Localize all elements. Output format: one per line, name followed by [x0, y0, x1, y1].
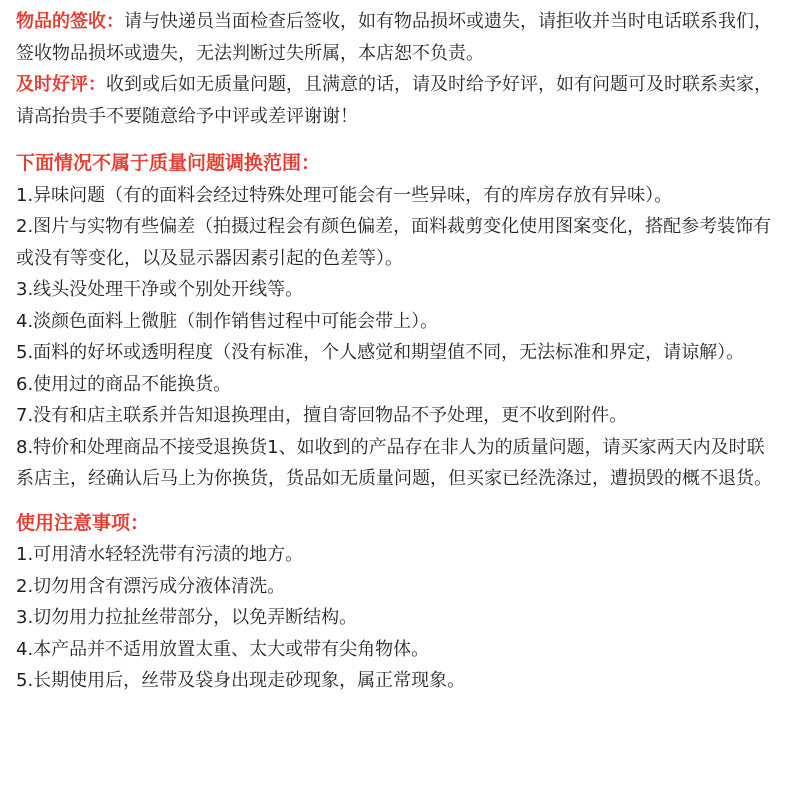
- exchange-exclusions-section: [16, 148, 776, 495]
- usage-list: [16, 539, 776, 697]
- list-item: 1.可用清水轻轻洗带有污渍的地方。: [16, 544, 304, 565]
- list-item: 6.使用过的商品不能换货。: [16, 373, 232, 395]
- list-item: 4.淡颜色面料上微脏（制作销售过程中可能会带上）。: [16, 310, 439, 332]
- review-text: 收到或后如无质量问题，且满意的话，请及时给予好评，如有问题可及时联系卖家，请高抬贵手不要随意给予中评或差评谢谢！: [16, 74, 772, 127]
- list-item: 3.线头没处理干净或个别处开线等。: [16, 279, 304, 300]
- list-item: 4.本产品并不适用放置太重、太大或带有尖角物体。: [16, 638, 430, 660]
- sign-paragraph: [16, 6, 776, 69]
- usage-heading: 使用注意事项：: [16, 511, 150, 534]
- list-item: 5.长期使用后，丝带及袋身出现走砂现象，属正常现象。: [16, 670, 466, 691]
- review-label: 及时好评：: [16, 74, 106, 95]
- exchange-list: [16, 180, 776, 495]
- receipt-notice-section: [16, 6, 776, 132]
- list-item: 7.没有和店主联系并告知退换理由，擅自寄回物品不予处理，更不收到附件。: [16, 405, 628, 426]
- sign-text: 请与快递员当面检查后签收，如有物品损坏或遗失，请拒收并当时电话联系我们，签收物品损坏或遗失，无法判断过失所属，本店恕不负责。: [16, 11, 772, 64]
- review-paragraph: [16, 69, 776, 132]
- list-item: 8.特价和处理商品不接受退换货1、如收到的产品存在非人为的质量问题，请买家两天内及时联系店主，经确认后马上为你换货，货品如无质量问题，但买家已经洗涤过，遭损毁的概不退货。: [16, 436, 772, 489]
- exchange-heading: 下面情况不属于质量问题调换范围：: [16, 152, 321, 174]
- list-item: 3.切勿用力拉扯丝带部分，以免弄断结构。: [16, 607, 358, 628]
- list-item: 2.图片与实物有些偏差（拍摄过程会有颜色偏差，面料裁剪变化使用图案变化，搭配参考装饰有或没有等变化，以及显示器因素引起的色差等）。: [16, 216, 772, 269]
- usage-notes-section: [16, 508, 776, 697]
- list-item: 5.面料的好坏或透明程度（没有标准，个人感觉和期望值不同，无法标准和界定，请谅解）。: [16, 342, 745, 363]
- sign-label: 物品的签收：: [16, 11, 124, 32]
- list-item: 1.异味问题（有的面料会经过特殊处理可能会有一些异味，有的库房存放有异味）。: [16, 184, 673, 206]
- list-item: 2.切勿用含有漂污成分液体清洗。: [16, 575, 286, 597]
